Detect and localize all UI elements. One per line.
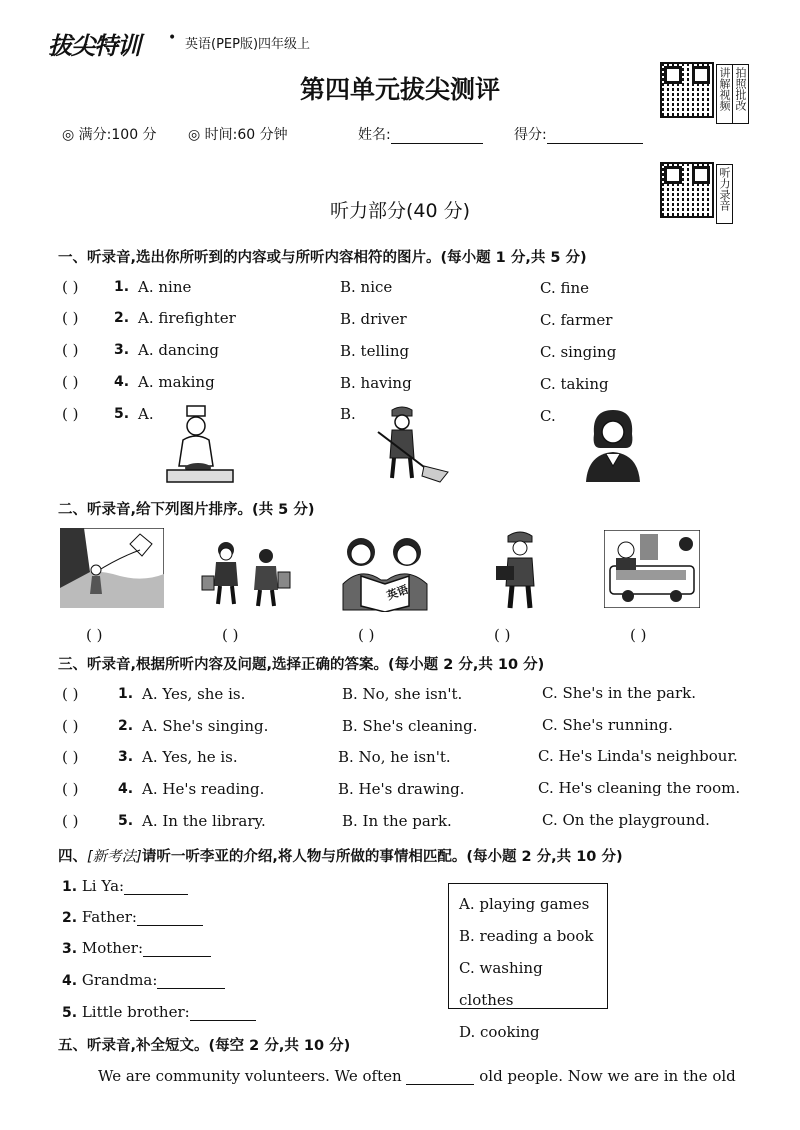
activity-option-c: C. washing clothes [459, 959, 543, 1009]
p1-paren-2[interactable]: ( ) [62, 309, 79, 327]
part1-heading: 一、听录音,选出你所听到的内容或与所听内容相符的图片。(每小题 1 分,共 5 分) [58, 250, 587, 266]
p1-num-5: 5. [114, 406, 130, 422]
p4-label-5: Little brother: [81, 1003, 190, 1021]
p1-option-a-5: A. [138, 405, 154, 423]
qr-code-video[interactable] [660, 62, 714, 118]
p3-option-c-1: C. She's in the park. [542, 684, 697, 702]
p1-num-4: 4. [114, 374, 130, 390]
score-field [514, 124, 643, 144]
score-blank[interactable] [547, 143, 643, 144]
listening-title: 听力部分(40 分) [329, 200, 471, 222]
kids-cleaning-picture[interactable] [198, 538, 294, 608]
part5-text-after: old people. Now we are in the old [479, 1067, 736, 1085]
p3-option-b-4: B. He's drawing. [338, 780, 465, 798]
p1-option-b-5: B. [340, 405, 356, 423]
p4-num-1: 1. [62, 879, 78, 895]
p3-option-a-1: A. Yes, she is. [142, 685, 246, 703]
new-method-tag: [新考法] [87, 849, 142, 865]
p3-paren-4[interactable]: ( ) [62, 780, 79, 798]
p3-option-c-5: C. On the playground. [542, 811, 710, 829]
p1-num-2: 2. [114, 310, 130, 326]
p4-label-3: Mother: [81, 939, 144, 957]
p2-blank-4[interactable]: ( ) [494, 626, 511, 644]
p3-option-b-1: B. No, she isn't. [342, 685, 463, 703]
p1-option-b-3: B. telling [340, 342, 410, 360]
p1-paren-5[interactable]: ( ) [62, 405, 79, 423]
p3-num-5: 5. [118, 813, 134, 829]
p3-paren-2[interactable]: ( ) [62, 717, 79, 735]
p2-blank-2[interactable]: ( ) [222, 626, 239, 644]
p1-option-a-1: A. nine [138, 278, 192, 296]
p1-option-c-4: C. taking [540, 375, 609, 393]
p1-option-c-1: C. fine [540, 279, 590, 297]
p4-blank-4[interactable] [157, 988, 225, 989]
part5-passage [98, 1067, 758, 1085]
p3-option-a-2: A. She's singing. [142, 717, 269, 735]
p4-blank-3[interactable] [143, 956, 211, 957]
reading-kids-picture[interactable] [335, 534, 435, 612]
p3-num-3: 3. [118, 749, 134, 765]
p4-label-2: Father: [81, 908, 137, 926]
p4-num-4: 4. [62, 973, 78, 989]
p3-option-a-4: A. He's reading. [142, 780, 265, 798]
qr-label-correct: 拍照批改 [732, 64, 749, 124]
p1-paren-1[interactable]: ( ) [62, 278, 79, 296]
p2-blank-5[interactable]: ( ) [630, 626, 647, 644]
p4-person-3 [62, 939, 211, 957]
part4-heading-rest: 请听一听李亚的介绍,将人物与所做的事情相匹配。(每小题 2 分,共 10 分) [141, 849, 623, 865]
cleaner-picture[interactable] [374, 404, 452, 484]
p4-label-4: Grandma: [81, 971, 158, 989]
part5-heading: 五、听录音,补全短文。(每空 2 分,共 10 分) [58, 1038, 351, 1054]
activity-option-b: B. reading a book [459, 927, 594, 945]
p1-num-1: 1. [114, 279, 130, 295]
p3-num-1: 1. [118, 686, 134, 702]
p3-paren-1[interactable]: ( ) [62, 685, 79, 703]
p3-option-a-3: A. Yes, he is. [142, 748, 238, 766]
p1-paren-3[interactable]: ( ) [62, 341, 79, 359]
p3-paren-3[interactable]: ( ) [62, 748, 79, 766]
p1-option-a-3: A. dancing [138, 341, 220, 359]
p4-person-5 [62, 1003, 256, 1021]
brand-logo: 拔尖特训 [48, 32, 140, 60]
p4-label-1: Li Ya: [81, 877, 125, 895]
name-blank[interactable] [391, 143, 483, 144]
p1-option-c-5: C. [540, 407, 556, 425]
activity-option-a: A. playing games [459, 895, 590, 913]
book-cover-text: 英语 [384, 582, 411, 603]
qr-label-video: 讲解视频 [716, 64, 733, 124]
bus-driver-picture[interactable] [604, 530, 700, 608]
p1-num-3: 3. [114, 342, 130, 358]
p4-num-2: 2. [62, 910, 78, 926]
page-title: 第四单元拔尖测评 [299, 75, 500, 104]
police-picture[interactable] [582, 404, 644, 484]
p2-blank-3[interactable]: ( ) [358, 626, 375, 644]
part5-blank-1[interactable] [406, 1084, 474, 1085]
part2-heading: 二、听录音,给下列图片排序。(共 5 分) [58, 502, 315, 518]
p1-option-b-2: B. driver [340, 310, 407, 328]
p3-num-4: 4. [118, 781, 134, 797]
p2-blank-1[interactable]: ( ) [86, 626, 103, 644]
p1-option-c-3: C. singing [540, 343, 617, 361]
kite-picture[interactable] [60, 528, 164, 608]
p4-person-2 [62, 908, 203, 926]
subject-label: 英语(PEP版)四年级上 [185, 37, 311, 52]
name-field [358, 124, 483, 144]
part4-heading [58, 845, 623, 866]
p3-paren-5[interactable]: ( ) [62, 812, 79, 830]
p1-paren-4[interactable]: ( ) [62, 373, 79, 391]
p3-option-c-2: C. She's running. [542, 716, 673, 734]
score-label: 得分: [514, 127, 547, 143]
p3-option-c-3: C. He's Linda's neighbour. [538, 747, 738, 765]
name-label: 姓名: [358, 127, 391, 143]
part3-heading: 三、听录音,根据所听内容及问题,选择正确的答案。(每小题 2 分,共 10 分) [58, 657, 545, 673]
activity-option-d: D. cooking [459, 1023, 540, 1041]
part5-text-before: We are community volunteers. We often [98, 1067, 402, 1085]
p1-option-b-4: B. having [340, 374, 412, 392]
p1-option-b-1: B. nice [340, 278, 393, 296]
p4-person-1 [62, 877, 188, 895]
p1-option-a-4: A. making [138, 373, 215, 391]
p4-num-5: 5. [62, 1005, 78, 1021]
cook-picture[interactable] [165, 404, 237, 484]
full-score: ◎ 满分:100 分 [62, 127, 157, 143]
time-limit: ◎ 时间:60 分钟 [188, 127, 288, 143]
p4-blank-2[interactable] [137, 925, 203, 926]
p3-num-2: 2. [118, 718, 134, 734]
p3-option-a-5: A. In the library. [142, 812, 266, 830]
part4-heading-prefix: 四、 [58, 849, 87, 865]
qr-label-audio: 听力录音 [716, 164, 733, 224]
p3-option-c-4: C. He's cleaning the room. [538, 779, 741, 797]
p3-option-b-3: B. No, he isn't. [338, 748, 451, 766]
p1-option-c-2: C. farmer [540, 311, 613, 329]
p4-blank-1[interactable] [124, 894, 188, 895]
p1-option-a-2: A. firefighter [138, 309, 236, 327]
delivery-picture[interactable] [494, 530, 546, 610]
p3-option-b-5: B. In the park. [342, 812, 452, 830]
p4-num-3: 3. [62, 941, 78, 957]
new-method-tag-text: 新考法 [92, 849, 137, 865]
activity-options-box [448, 883, 608, 1041]
p4-person-4 [62, 971, 225, 989]
header-dot: • [168, 30, 177, 46]
p3-option-b-2: B. She's cleaning. [342, 717, 478, 735]
p4-blank-5[interactable] [190, 1020, 256, 1021]
